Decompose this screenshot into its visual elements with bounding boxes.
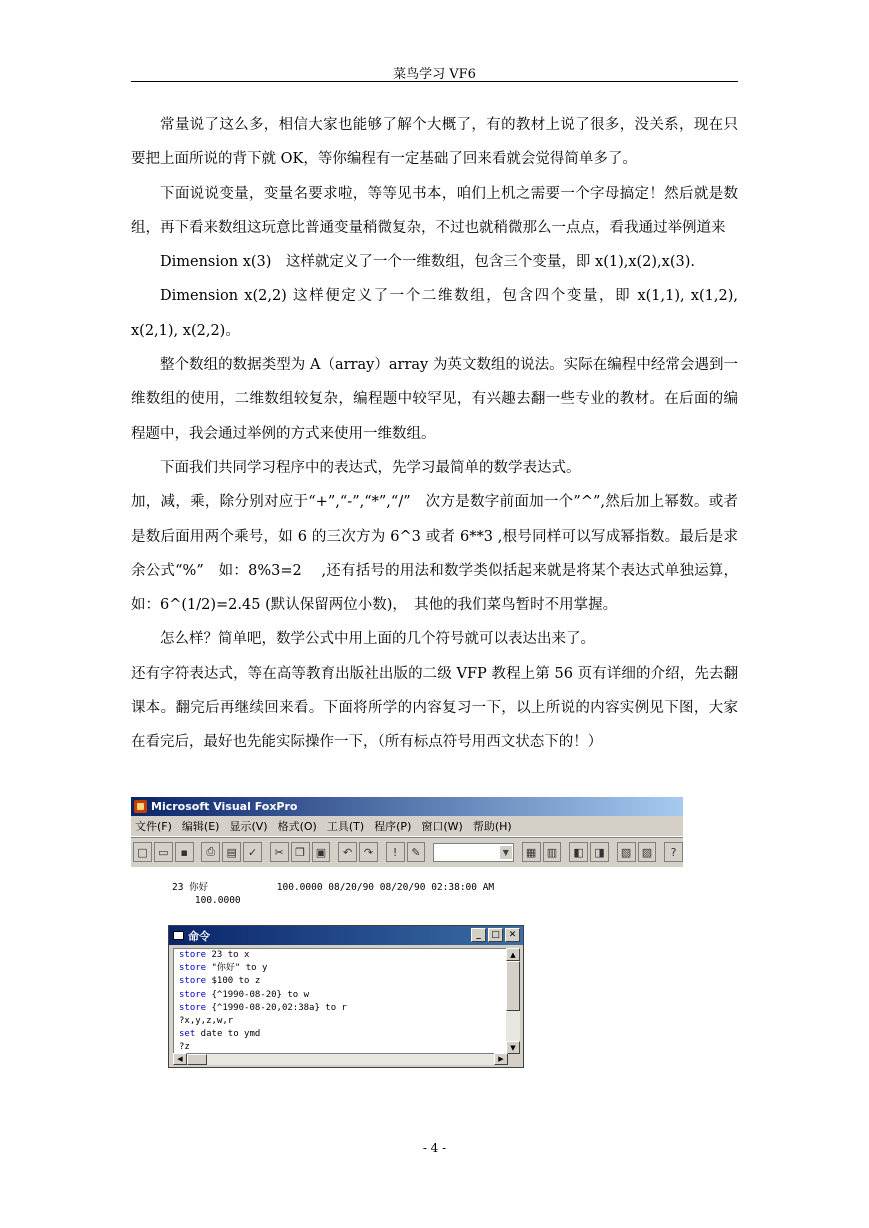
command-window-titlebar xyxy=(169,926,523,945)
print-preview-icon[interactable]: ▤ xyxy=(222,842,241,862)
paragraph: 下面我们共同学习程序中的表达式，先学习最简单的数学表达式。 xyxy=(160,459,581,476)
save-icon[interactable]: ▪ xyxy=(175,842,194,862)
modify-form-icon[interactable]: ✎ xyxy=(407,842,426,862)
vertical-scroll-thumb[interactable] xyxy=(506,961,520,1011)
command-line: ?z xyxy=(179,1042,190,1053)
menu-view[interactable]: 显示(V) xyxy=(229,820,268,833)
command-window xyxy=(168,925,524,1068)
help-icon[interactable]: ? xyxy=(664,842,683,862)
command-editor[interactable] xyxy=(173,948,508,1054)
autoreport-icon[interactable]: ▨ xyxy=(638,842,657,862)
command-line: ?x,y,z,w,r xyxy=(179,1016,234,1027)
command-window-icon xyxy=(173,931,184,940)
maximize-button[interactable]: □ xyxy=(488,928,503,942)
scroll-right-icon[interactable]: ▶ xyxy=(494,1053,508,1065)
spell-check-icon[interactable]: ✓ xyxy=(243,842,262,862)
vfp-titlebar xyxy=(131,797,683,816)
scroll-left-icon[interactable]: ◀ xyxy=(173,1053,187,1065)
undo-icon[interactable]: ↶ xyxy=(338,842,357,862)
data-session-icon[interactable]: ▥ xyxy=(543,842,562,862)
paste-icon[interactable]: ▣ xyxy=(312,842,331,862)
menu-program[interactable]: 程序(P) xyxy=(374,820,412,833)
menu-format[interactable]: 格式(O) xyxy=(277,820,317,833)
menu-file[interactable]: 文件(F) xyxy=(135,820,172,833)
paragraph: 整个数组的数据类型为 A（array）array 为英文数组的说法。实际在编程中经常会遇到一维数组的使用，二维数组较复杂，编程题中较罕见，有兴趣去翻一些专业的教材。在后面的编程题中，我会通过举例的方式来使用一维数组。 xyxy=(131,357,738,442)
paragraph: 常量说了这么多，相信大家也能够了解个大概了，有的教材上说了很多，没关系，现在只要把上面所说的背下就 OK，等你编程有一定基础了回来看就会觉得简单多了。 xyxy=(131,117,738,168)
menu-help[interactable]: 帮助(H) xyxy=(472,820,512,833)
horizontal-scroll-thumb[interactable] xyxy=(187,1054,207,1065)
page-number: - 4 - xyxy=(422,1141,447,1155)
paragraph: Dimension x(3) 这样就定义了一个一维数组，包含三个变量，即 x(1),x(2),x(3). xyxy=(160,254,695,271)
menu-tools[interactable]: 工具(T) xyxy=(326,820,365,833)
paragraph: 下面说说变量，变量名要求啦，等等见书本，咱们上机之需要一个字母搞定！然后就是数组，再下看来数组这玩意比普通变量稍微复杂，不过也就稍微那么一点点，看我通过举例道来 xyxy=(131,185,738,236)
scroll-up-icon[interactable]: ▲ xyxy=(506,948,520,961)
vfp-title: Microsoft Visual FoxPro xyxy=(151,800,298,813)
report-wizard-icon[interactable]: ◨ xyxy=(590,842,609,862)
vfp-main-window xyxy=(131,797,683,867)
command-line: store {^1990-08-20} to w xyxy=(179,989,310,1000)
run-icon[interactable]: ! xyxy=(386,842,405,862)
document-body xyxy=(131,108,738,760)
output-line: 100.0000 xyxy=(172,895,241,906)
menu-edit[interactable]: 编辑(E) xyxy=(181,820,220,833)
command-window-title: 命令 xyxy=(188,929,210,943)
command-line: set date to ymd xyxy=(179,1029,261,1040)
horizontal-scrollbar[interactable] xyxy=(173,1054,508,1065)
page-header-title: 菜鸟学习 VF6 xyxy=(393,67,476,82)
foxpro-logo-icon xyxy=(134,800,147,813)
open-icon[interactable]: ▭ xyxy=(154,842,173,862)
header-divider xyxy=(131,81,738,82)
redo-icon[interactable]: ↷ xyxy=(359,842,378,862)
menu-window[interactable]: 窗口(W) xyxy=(421,820,463,833)
form-wizard-icon[interactable]: ◧ xyxy=(569,842,588,862)
vertical-scrollbar[interactable] xyxy=(506,948,520,1054)
vfp-menubar xyxy=(131,816,683,837)
paragraph: Dimension x(2,2) 这样便定义了一个二维数组，包含四个变量，即 x(1,1), x(1,2), x(2,1), x(2,2)。 xyxy=(131,288,738,339)
copy-icon[interactable]: ❐ xyxy=(291,842,310,862)
output-line: 23 你好 100.0000 08/20/90 08/20/90 02:38:00 AM xyxy=(172,882,495,893)
vfp-toolbar xyxy=(131,837,683,866)
close-button[interactable]: ✕ xyxy=(505,928,520,942)
cut-icon[interactable]: ✂ xyxy=(270,842,289,862)
paragraph: 怎么样？简单吧，数学公式中用上面的几个符号就可以表达出来了。 xyxy=(160,631,595,648)
paragraph: 加，减，乘，除分别对应于“+”,“-”,“*”,“/” 次方是数字前面加一个”^”,然后加上幂数。或者是数后面用两个乘号，如 6 的三次方为 6^3 或者 6**3 ,根号同样可以写成幂指数。最后是求余公式“%” 如：8%3=2 ,还有括号的用法和数学类似括起来就是将某个表达式单独运算，如：6^(1/2)=2.45 (默认保留两位小数)， 其他的我们菜鸟暂时不用掌握。 xyxy=(131,494,738,614)
command-window-icon[interactable]: ▦ xyxy=(522,842,541,862)
scroll-down-icon[interactable]: ▼ xyxy=(506,1041,520,1054)
database-select[interactable] xyxy=(433,843,514,862)
print-icon[interactable]: ⎙ xyxy=(201,842,220,862)
command-line: store "你好" to y xyxy=(179,963,268,974)
minimize-button[interactable]: _ xyxy=(471,928,486,942)
vfp-output-area xyxy=(172,881,494,907)
new-icon[interactable]: □ xyxy=(133,842,152,862)
paragraph: 还有字符表达式，等在高等教育出版社出版的二级 VFP 教程上第 56 页有详细的介绍，先去翻课本。翻完后再继续回来看。下面将所学的内容复习一下，以上所说的内容实例见下图，大家在看完后，最好也先能实际操作一下，（所有标点符号用西文状态下的！） xyxy=(131,665,738,751)
autoform-icon[interactable]: ▧ xyxy=(617,842,636,862)
command-line: store $100 to z xyxy=(179,976,261,987)
command-line: store {^1990-08-20,02:38a} to r xyxy=(179,1002,347,1013)
command-line: store 23 to x xyxy=(179,950,250,960)
